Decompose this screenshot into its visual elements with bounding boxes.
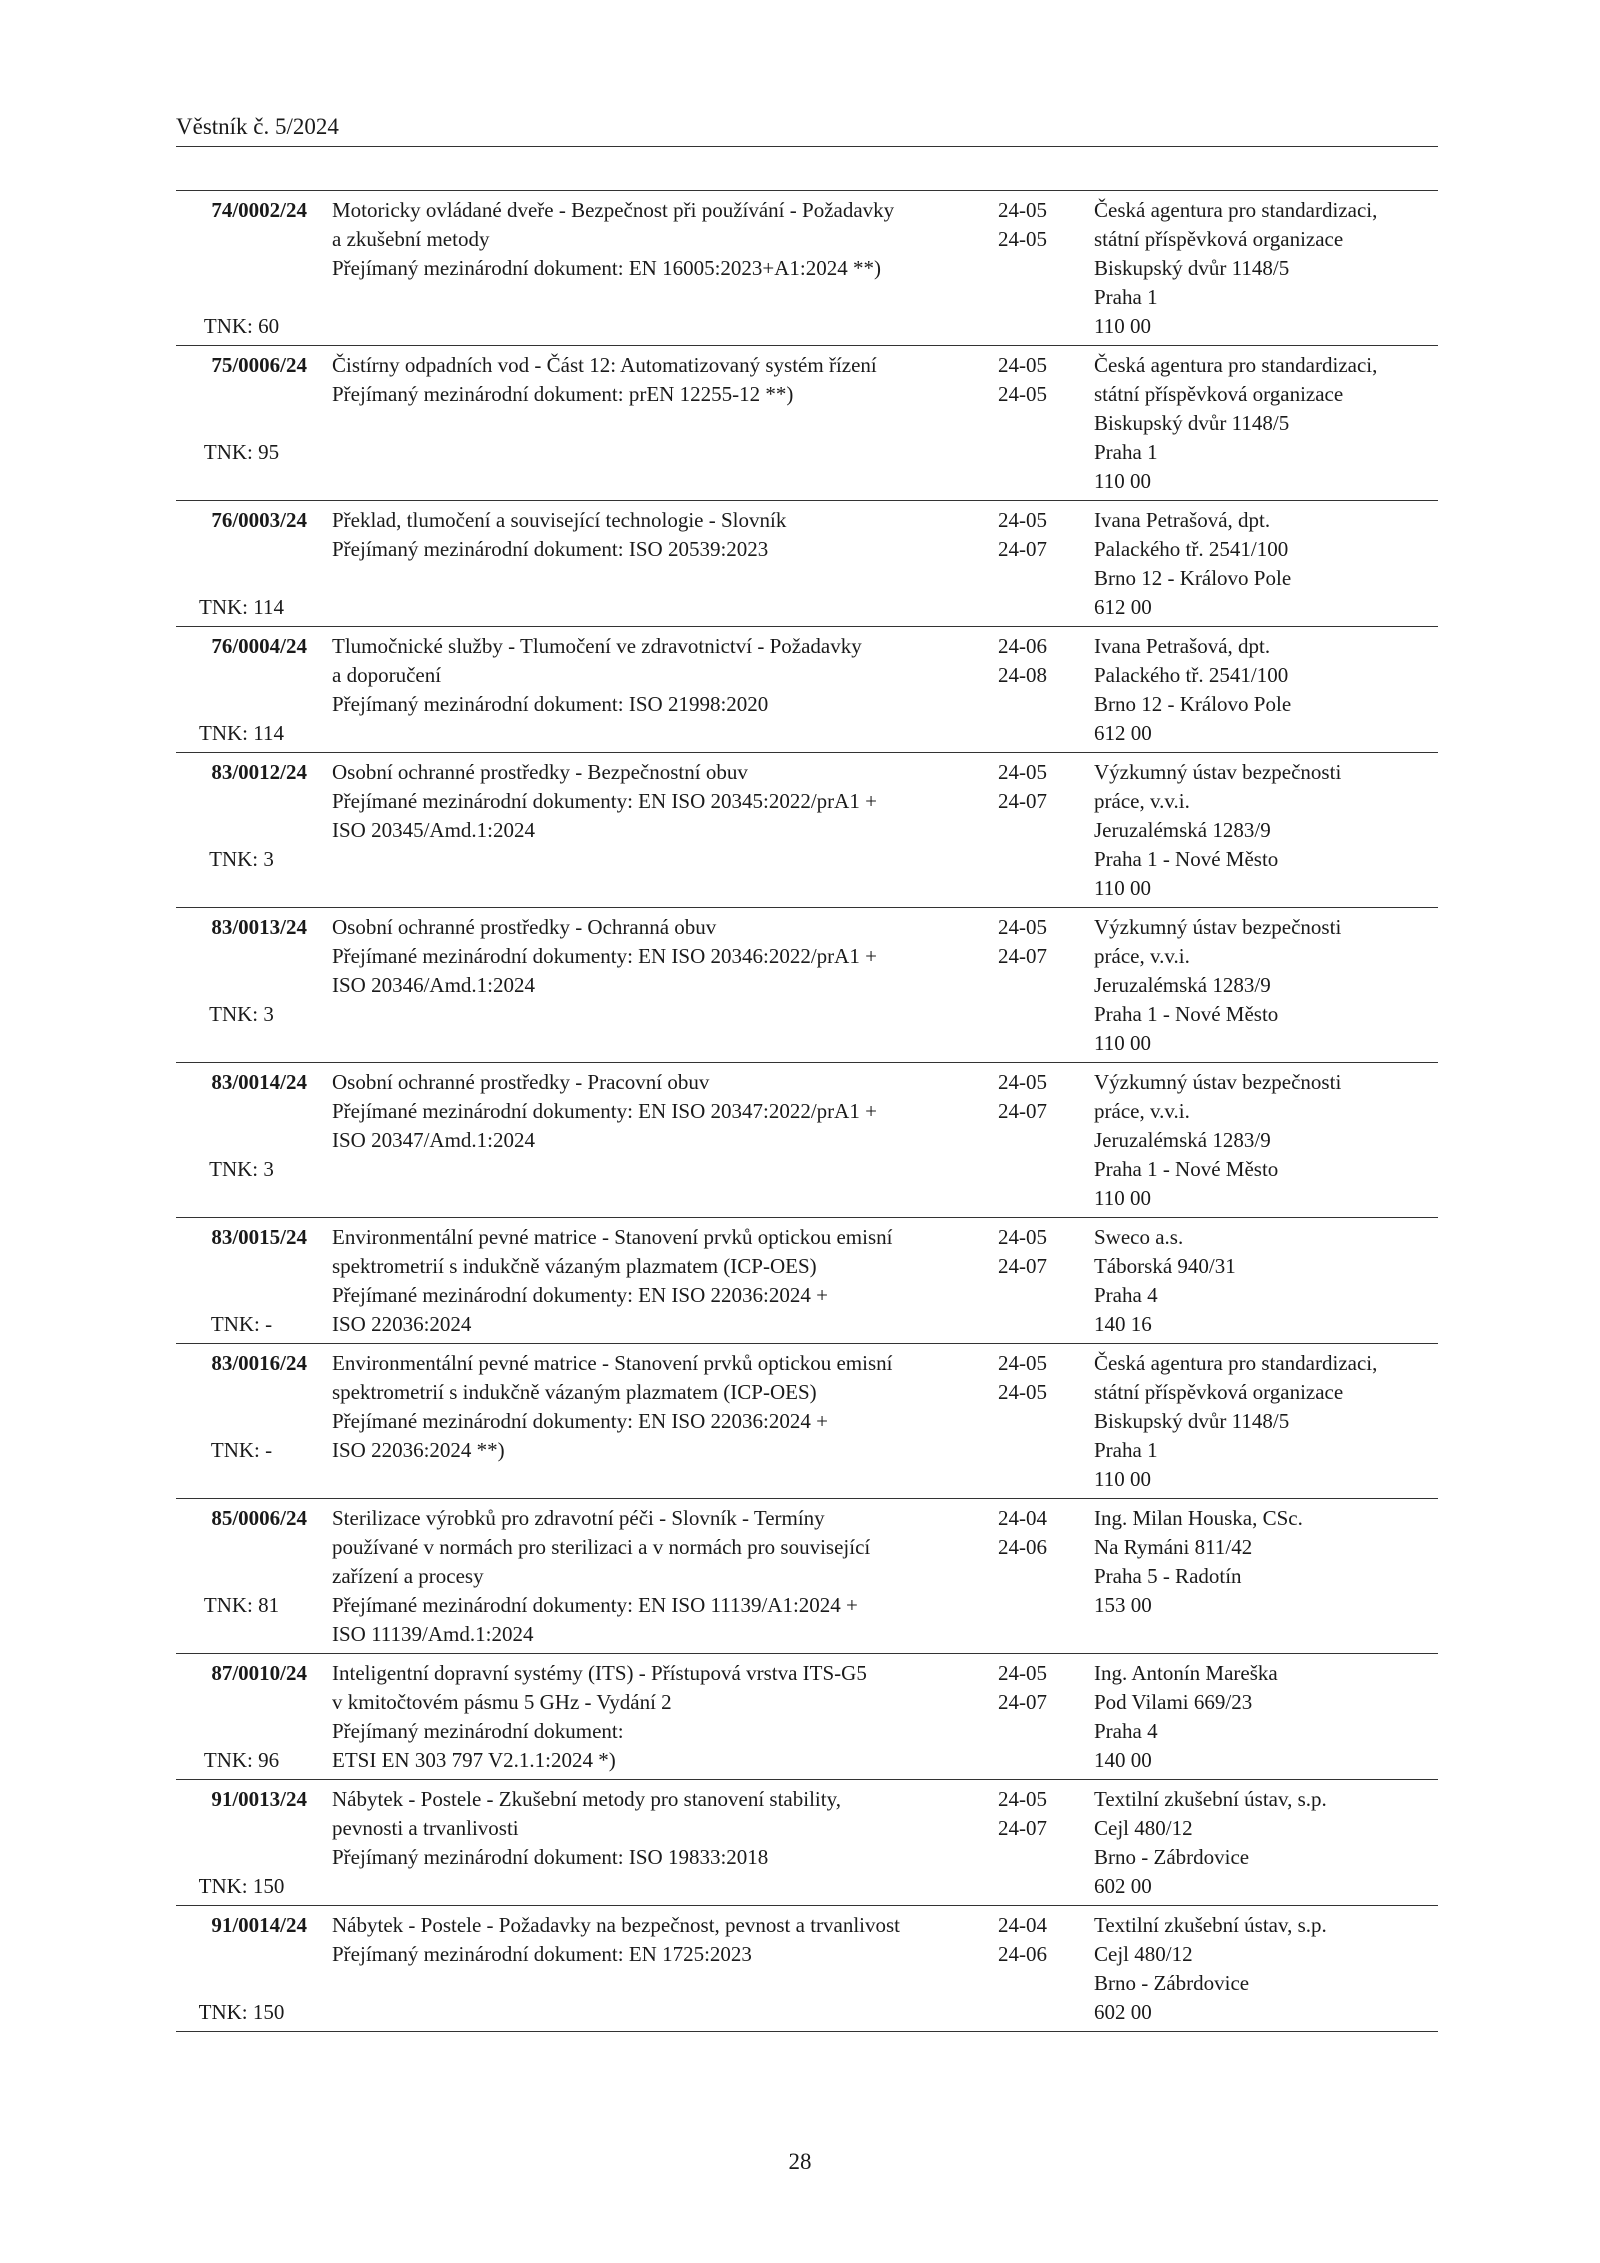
description-line: Přejímané mezinárodní dokumenty: EN ISO 20347:2022/prA1 + xyxy=(332,1099,877,1123)
address-line: Praha 5 - Radotín xyxy=(1094,1564,1242,1588)
entry-address xyxy=(1094,1504,1438,1620)
description-line: pevnosti a trvanlivosti xyxy=(332,1816,519,1840)
address-line: Česká agentura pro standardizaci, xyxy=(1094,198,1378,222)
entry-dates xyxy=(998,196,1068,254)
description-line: ISO 20345/Amd.1:2024 xyxy=(332,818,536,842)
address-line: práce, v.v.i. xyxy=(1094,1099,1190,1123)
date-line: 24-07 xyxy=(998,1099,1047,1123)
description-line: ISO 20346/Amd.1:2024 xyxy=(332,973,536,997)
description-line: Čistírny odpadních vod - Část 12: Automatizovaný systém řízení xyxy=(332,353,877,377)
entry-address xyxy=(1094,1068,1438,1213)
entry-tnk: TNK: 3 xyxy=(209,1002,274,1026)
date-line: 24-04 xyxy=(998,1913,1047,1937)
entry-tnk: TNK: - xyxy=(210,1438,273,1462)
entry-number: 76/0003/24 xyxy=(211,508,307,532)
address-line: Palackého tř. 2541/100 xyxy=(1094,663,1289,687)
page-header xyxy=(176,114,1438,147)
address-line: 140 00 xyxy=(1094,1748,1152,1772)
address-line: Textilní zkušební ústav, s.p. xyxy=(1094,1787,1327,1811)
address-line: státní příspěvková organizace xyxy=(1094,227,1344,251)
entry-row xyxy=(176,1906,1438,2032)
address-line: Jeruzalémská 1283/9 xyxy=(1094,1128,1271,1152)
entry-description xyxy=(332,632,972,719)
description-line: Přejímaný mezinárodní dokument: ISO 20539:2023 xyxy=(332,537,769,561)
entry-dates xyxy=(998,1068,1068,1126)
address-line: 110 00 xyxy=(1094,314,1151,338)
description-line: Přejímané mezinárodní dokumenty: EN ISO 22036:2024 + xyxy=(332,1283,828,1307)
entry-row xyxy=(176,1780,1438,1906)
entry-description xyxy=(332,196,972,283)
entry-dates xyxy=(998,1349,1068,1407)
description-line: Přejímané mezinárodní dokumenty: EN ISO 22036:2024 + xyxy=(332,1409,828,1433)
date-line: 24-06 xyxy=(998,634,1047,658)
address-line: Ivana Petrašová, dpt. xyxy=(1094,634,1271,658)
description-line: spektrometrií s indukčně vázaným plazmatem (ICP-OES) xyxy=(332,1380,817,1404)
address-line: Brno - Zábrdovice xyxy=(1094,1971,1250,1995)
address-line: Praha 4 xyxy=(1094,1283,1158,1307)
address-line: Ing. Antonín Mareška xyxy=(1094,1661,1278,1685)
entry-number: 83/0012/24 xyxy=(211,760,307,784)
entry-tnk: TNK: 150 xyxy=(198,1874,285,1898)
address-line: 140 16 xyxy=(1094,1312,1152,1336)
entry-tnk: TNK: 60 xyxy=(203,314,280,338)
address-line: Cejl 480/12 xyxy=(1094,1816,1193,1840)
address-line: 110 00 xyxy=(1094,1186,1151,1210)
entry-dates xyxy=(998,632,1068,690)
address-line: Brno 12 - Královo Pole xyxy=(1094,566,1292,590)
address-line: Česká agentura pro standardizaci, xyxy=(1094,353,1378,377)
entry-description xyxy=(332,1659,972,1775)
description-line: ISO 20347/Amd.1:2024 xyxy=(332,1128,536,1152)
description-line: Přejímaný mezinárodní dokument: xyxy=(332,1719,624,1743)
entry-number: 85/0006/24 xyxy=(211,1506,307,1530)
date-line: 24-05 xyxy=(998,382,1047,406)
entry-row xyxy=(176,908,1438,1063)
address-line: 612 00 xyxy=(1094,595,1152,619)
description-line: Environmentální pevné matrice - Stanovení prvků optickou emisní xyxy=(332,1351,893,1375)
address-line: Palackého tř. 2541/100 xyxy=(1094,537,1289,561)
entry-dates xyxy=(998,758,1068,816)
description-line: a zkušební metody xyxy=(332,227,490,251)
address-line: Jeruzalémská 1283/9 xyxy=(1094,973,1271,997)
entry-number: 83/0016/24 xyxy=(211,1351,307,1375)
description-line: Přejímaný mezinárodní dokument: ISO 19833:2018 xyxy=(332,1845,769,1869)
entry-dates xyxy=(998,1223,1068,1281)
date-line: 24-05 xyxy=(998,1787,1047,1811)
entry-row xyxy=(176,191,1438,346)
address-line: Výzkumný ústav bezpečnosti xyxy=(1094,1070,1342,1094)
description-line: a doporučení xyxy=(332,663,442,687)
description-line: ISO 22036:2024 **) xyxy=(332,1438,505,1462)
address-line: 110 00 xyxy=(1094,469,1151,493)
description-line: Přejímané mezinárodní dokumenty: EN ISO 20346:2022/prA1 + xyxy=(332,944,877,968)
description-line: Inteligentní dopravní systémy (ITS) - Přístupová vrstva ITS-G5 xyxy=(332,1661,867,1685)
date-line: 24-05 xyxy=(998,508,1047,532)
description-line: Sterilizace výrobků pro zdravotní péči - Slovník - Termíny xyxy=(332,1506,825,1530)
entry-dates xyxy=(998,506,1068,564)
description-line: ISO 11139/Amd.1:2024 xyxy=(332,1622,534,1646)
date-line: 24-04 xyxy=(998,1506,1047,1530)
entry-address xyxy=(1094,506,1438,622)
date-line: 24-05 xyxy=(998,353,1047,377)
description-line: spektrometrií s indukčně vázaným plazmatem (ICP-OES) xyxy=(332,1254,817,1278)
entry-address xyxy=(1094,351,1438,496)
entry-address xyxy=(1094,758,1438,903)
entry-row xyxy=(176,501,1438,627)
description-line: Osobní ochranné prostředky - Pracovní obuv xyxy=(332,1070,710,1094)
entry-address xyxy=(1094,1349,1438,1494)
address-line: Česká agentura pro standardizaci, xyxy=(1094,1351,1378,1375)
address-line: Praha 1 xyxy=(1094,285,1158,309)
entries-table xyxy=(176,190,1438,2032)
address-line: Biskupský dvůr 1148/5 xyxy=(1094,256,1290,280)
entry-number: 87/0010/24 xyxy=(211,1661,307,1685)
address-line: Cejl 480/12 xyxy=(1094,1942,1193,1966)
address-line: Na Rymáni 811/42 xyxy=(1094,1535,1253,1559)
address-line: Praha 4 xyxy=(1094,1719,1158,1743)
address-line: Jeruzalémská 1283/9 xyxy=(1094,818,1271,842)
address-line: 602 00 xyxy=(1094,1874,1152,1898)
entry-tnk: TNK: - xyxy=(210,1312,273,1336)
entry-description xyxy=(332,913,972,1000)
address-line: Výzkumný ústav bezpečnosti xyxy=(1094,760,1342,784)
entry-description xyxy=(332,1349,972,1465)
entry-row xyxy=(176,753,1438,908)
address-line: Sweco a.s. xyxy=(1094,1225,1184,1249)
date-line: 24-07 xyxy=(998,537,1047,561)
address-line: Praha 1 xyxy=(1094,1438,1158,1462)
address-line: Ivana Petrašová, dpt. xyxy=(1094,508,1271,532)
description-line: Nábytek - Postele - Požadavky na bezpečnost, pevnost a trvanlivost xyxy=(332,1913,901,1937)
entry-address xyxy=(1094,1911,1438,2027)
date-line: 24-07 xyxy=(998,1690,1047,1714)
date-line: 24-07 xyxy=(998,1254,1047,1278)
entry-row xyxy=(176,1218,1438,1344)
entry-address xyxy=(1094,1223,1438,1339)
description-line: Přejímaný mezinárodní dokument: EN 1725:2023 xyxy=(332,1942,752,1966)
description-line: Nábytek - Postele - Zkušební metody pro stanovení stability, xyxy=(332,1787,841,1811)
date-line: 24-05 xyxy=(998,1380,1047,1404)
entry-dates xyxy=(998,351,1068,409)
date-line: 24-07 xyxy=(998,789,1047,813)
entry-address xyxy=(1094,1785,1438,1901)
address-line: Praha 1 - Nové Město xyxy=(1094,1002,1279,1026)
entry-row xyxy=(176,627,1438,753)
entry-description xyxy=(332,758,972,845)
description-line: používané v normách pro sterilizaci a v normách pro související xyxy=(332,1535,871,1559)
entry-description xyxy=(332,1504,972,1649)
entry-description xyxy=(332,506,972,564)
description-line: zařízení a procesy xyxy=(332,1564,484,1588)
entry-dates xyxy=(998,1785,1068,1843)
entry-description xyxy=(332,1911,972,1969)
description-line: ISO 22036:2024 xyxy=(332,1312,472,1336)
address-line: 153 00 xyxy=(1094,1593,1152,1617)
entry-address xyxy=(1094,196,1438,341)
entry-row xyxy=(176,346,1438,501)
address-line: 110 00 xyxy=(1094,1031,1151,1055)
entry-dates xyxy=(998,1659,1068,1717)
description-line: v kmitočtovém pásmu 5 GHz - Vydání 2 xyxy=(332,1690,672,1714)
entry-number: 91/0014/24 xyxy=(211,1913,307,1937)
date-line: 24-06 xyxy=(998,1942,1047,1966)
entry-tnk: TNK: 150 xyxy=(198,2000,285,2024)
address-line: Brno 12 - Královo Pole xyxy=(1094,692,1292,716)
description-line: Přejímané mezinárodní dokumenty: EN ISO 11139/A1:2024 + xyxy=(332,1593,858,1617)
entry-address xyxy=(1094,632,1438,748)
date-line: 24-05 xyxy=(998,227,1047,251)
description-line: Environmentální pevné matrice - Stanovení prvků optickou emisní xyxy=(332,1225,893,1249)
page-number: 28 xyxy=(788,2149,812,2174)
entry-number: 75/0006/24 xyxy=(211,353,307,377)
description-line: Přejímaný mezinárodní dokument: ISO 21998:2020 xyxy=(332,692,769,716)
entry-description xyxy=(332,1785,972,1872)
address-line: Výzkumný ústav bezpečnosti xyxy=(1094,915,1342,939)
address-line: Brno - Zábrdovice xyxy=(1094,1845,1250,1869)
date-line: 24-05 xyxy=(998,1661,1047,1685)
entry-row xyxy=(176,1499,1438,1654)
description-line: ETSI EN 303 797 V2.1.1:2024 *) xyxy=(332,1748,616,1772)
entry-number: 91/0013/24 xyxy=(211,1787,307,1811)
entry-number: 74/0002/24 xyxy=(211,198,307,222)
date-line: 24-05 xyxy=(998,1351,1047,1375)
description-line: Přejímaný mezinárodní dokument: EN 16005:2023+A1:2024 **) xyxy=(332,256,882,280)
address-line: státní příspěvková organizace xyxy=(1094,382,1344,406)
entry-number: 76/0004/24 xyxy=(211,634,307,658)
address-line: státní příspěvková organizace xyxy=(1094,1380,1344,1404)
date-line: 24-05 xyxy=(998,1070,1047,1094)
address-line: Praha 1 xyxy=(1094,440,1158,464)
address-line: Ing. Milan Houska, CSc. xyxy=(1094,1506,1303,1530)
address-line: práce, v.v.i. xyxy=(1094,944,1190,968)
description-line: Tlumočnické služby - Tlumočení ve zdravotnictví - Požadavky xyxy=(332,634,862,658)
entry-row xyxy=(176,1063,1438,1218)
description-line: Osobní ochranné prostředky - Ochranná obuv xyxy=(332,915,717,939)
entry-tnk: TNK: 96 xyxy=(203,1748,280,1772)
date-line: 24-07 xyxy=(998,1816,1047,1840)
date-line: 24-08 xyxy=(998,663,1047,687)
address-line: Pod Vilami 669/23 xyxy=(1094,1690,1253,1714)
address-line: Textilní zkušební ústav, s.p. xyxy=(1094,1913,1327,1937)
journal-title: Věstník č. 5/2024 xyxy=(176,114,339,139)
date-line: 24-05 xyxy=(998,198,1047,222)
entry-row xyxy=(176,1654,1438,1780)
entry-dates xyxy=(998,913,1068,971)
entry-description xyxy=(332,1068,972,1155)
entry-description xyxy=(332,1223,972,1339)
description-line: Přejímaný mezinárodní dokument: prEN 12255-12 **) xyxy=(332,382,794,406)
address-line: 110 00 xyxy=(1094,876,1151,900)
date-line: 24-05 xyxy=(998,915,1047,939)
entry-description xyxy=(332,351,972,409)
description-line: Motoricky ovládané dveře - Bezpečnost při používání - Požadavky xyxy=(332,198,895,222)
entry-tnk: TNK: 95 xyxy=(203,440,280,464)
entry-number: 83/0014/24 xyxy=(211,1070,307,1094)
entry-tnk: TNK: 114 xyxy=(199,595,284,619)
entry-tnk: TNK: 3 xyxy=(209,1157,274,1181)
description-line: Překlad, tlumočení a související technologie - Slovník xyxy=(332,508,787,532)
description-line: Osobní ochranné prostředky - Bezpečnostní obuv xyxy=(332,760,748,784)
date-line: 24-07 xyxy=(998,944,1047,968)
date-line: 24-05 xyxy=(998,760,1047,784)
date-line: 24-06 xyxy=(998,1535,1047,1559)
address-line: Praha 1 - Nové Město xyxy=(1094,1157,1279,1181)
entry-tnk: TNK: 81 xyxy=(203,1593,280,1617)
entry-address xyxy=(1094,1659,1438,1775)
entry-dates xyxy=(998,1504,1068,1562)
date-line: 24-05 xyxy=(998,1225,1047,1249)
entry-tnk: TNK: 114 xyxy=(199,721,284,745)
entry-dates xyxy=(998,1911,1068,1969)
address-line: práce, v.v.i. xyxy=(1094,789,1190,813)
entry-address xyxy=(1094,913,1438,1058)
address-line: Biskupský dvůr 1148/5 xyxy=(1094,411,1290,435)
address-line: 612 00 xyxy=(1094,721,1152,745)
entry-number: 83/0015/24 xyxy=(211,1225,307,1249)
entry-row xyxy=(176,1344,1438,1499)
address-line: Biskupský dvůr 1148/5 xyxy=(1094,1409,1290,1433)
address-line: Praha 1 - Nové Město xyxy=(1094,847,1279,871)
description-line: Přejímané mezinárodní dokumenty: EN ISO 20345:2022/prA1 + xyxy=(332,789,877,813)
entry-tnk: TNK: 3 xyxy=(209,847,274,871)
address-line: 110 00 xyxy=(1094,1467,1151,1491)
address-line: Táborská 940/31 xyxy=(1094,1254,1236,1278)
address-line: 602 00 xyxy=(1094,2000,1152,2024)
entry-number: 83/0013/24 xyxy=(211,915,307,939)
